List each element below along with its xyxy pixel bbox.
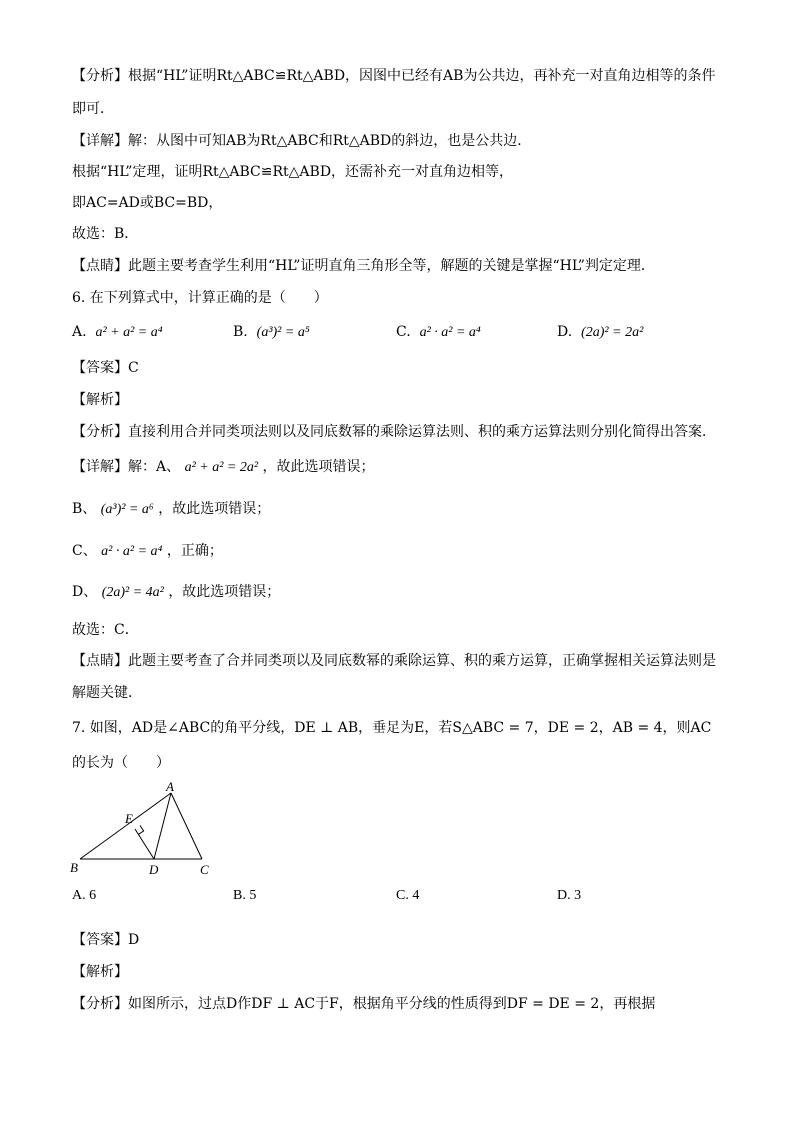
triangle-figure [70, 782, 220, 877]
option-expr: a² · a² = a⁴ [419, 325, 481, 340]
label-d: D [149, 862, 159, 877]
detail-prefix: 【详解】解：A、 [72, 459, 181, 475]
label-c: C [200, 862, 209, 877]
segment-ac [171, 793, 202, 859]
label-b: B [70, 860, 78, 875]
detail-prefix: C、 [72, 543, 97, 559]
detail-suffix: ，正确； [166, 543, 223, 559]
detail-prefix: D、 [72, 584, 98, 600]
q6-detail-b [72, 499, 270, 520]
answer-value: D [128, 932, 140, 948]
option-label: B. [233, 324, 248, 340]
q6-comment-line2: 解题关键． [72, 685, 142, 701]
option-label: D. [557, 888, 571, 903]
q6-stem: 6. 在下列算式中，计算正确的是（ ） [72, 290, 328, 306]
q7-option-a [72, 886, 96, 906]
q6-detail-d [72, 582, 280, 603]
segment-de [135, 829, 154, 859]
option-expr: (a³)² = a⁵ [256, 325, 310, 340]
label-a: A [166, 782, 174, 794]
q5-analysis-line1: 【分析】根据“HL”证明Rt△ABC≌Rt△ABD，因图中已经有AB为公共边，再补充一对直角边相等的条件 [72, 68, 716, 84]
option-value: 4 [412, 888, 420, 903]
option-label: C. [396, 324, 411, 340]
q7-analysis: 【分析】如图所示，过点D作DF ⊥ AC于F，根据角平分线的性质得到DF = DE = 2，再根据 [72, 996, 656, 1012]
option-label: D. [557, 324, 573, 340]
right-angle-mark [138, 825, 143, 834]
detail-prefix: B、 [72, 501, 97, 517]
q5-analysis-line2: 即可． [72, 101, 114, 117]
q7-answer [72, 930, 139, 950]
q6-option-c [396, 322, 481, 343]
q6-detail-c [72, 541, 223, 562]
q6-option-b [233, 322, 310, 343]
detail-expr: a² · a² = a⁴ [101, 544, 163, 559]
q5-comment: 【点睛】此题主要考查学生利用“HL”证明直角三角形全等，解题的关键是掌握“HL”判定定理． [72, 258, 655, 274]
option-label: A. [72, 324, 87, 340]
detail-suffix: ，故此选项错误； [168, 584, 281, 600]
option-value: 5 [249, 888, 257, 903]
q7-option-d [557, 886, 581, 906]
detail-suffix: ，故此选项错误； [158, 501, 271, 517]
q6-choice: 故选：C． [72, 622, 139, 638]
q5-detail-line2: 根据“HL”定理，证明Rt△ABC≌Rt△ABD，还需补充一对直角边相等， [72, 164, 514, 180]
q7-option-b [233, 886, 256, 906]
q7-explain-heading: 【解析】 [72, 964, 128, 980]
answer-label: 【答案】 [72, 360, 128, 376]
q6-detail-a [72, 457, 375, 478]
q6-explain-heading: 【解析】 [72, 392, 128, 408]
q6-analysis: 【分析】直接利用合并同类项法则以及同底数幂的乘除运算法则、积的乘方运算法则分别化简得出答案． [72, 424, 716, 440]
answer-label: 【答案】 [72, 932, 128, 948]
answer-value: C [128, 360, 139, 376]
q6-option-d [557, 322, 643, 343]
detail-expr: (a³)² = a⁶ [100, 502, 154, 517]
detail-expr: (2a)² = 4a² [101, 585, 164, 600]
label-e: E [125, 811, 133, 826]
option-expr: (2a)² = 2a² [581, 325, 644, 340]
q7-option-c [396, 886, 419, 906]
option-label: C. [396, 888, 409, 903]
option-label: B. [233, 888, 246, 903]
detail-suffix: ，故此选项错误； [262, 459, 375, 475]
segment-ba [80, 793, 171, 859]
option-value: 3 [574, 888, 582, 903]
q6-option-a [72, 322, 163, 343]
q7-stem-line1: 7. 如图，AD是∠ABC的角平分线，DE ⊥ AB，垂足为E，若S△ABC = 7，DE = 2，AB = 4，则AC [72, 720, 712, 736]
q5-detail-line1: 【详解】解：从图中可知AB为Rt△ABC和Rt△ABD的斜边，也是公共边． [72, 133, 532, 149]
detail-expr: a² + a² = 2a² [184, 460, 259, 475]
q7-stem-line2: 的长为（ ） [72, 755, 170, 771]
option-expr: a² + a² = a⁴ [95, 325, 163, 340]
q5-choice: 故选：B． [72, 226, 139, 242]
option-label: A. [72, 888, 86, 903]
option-value: 6 [89, 888, 97, 903]
q6-comment-line1: 【点睛】此题主要考查了合并同类项以及同底数幂的乘除运算、积的乘方运算，正确掌握相关运算法则是 [72, 653, 716, 669]
q5-detail-line3: 即AC=AD或BC=BD， [72, 195, 223, 211]
q6-answer [72, 358, 139, 378]
